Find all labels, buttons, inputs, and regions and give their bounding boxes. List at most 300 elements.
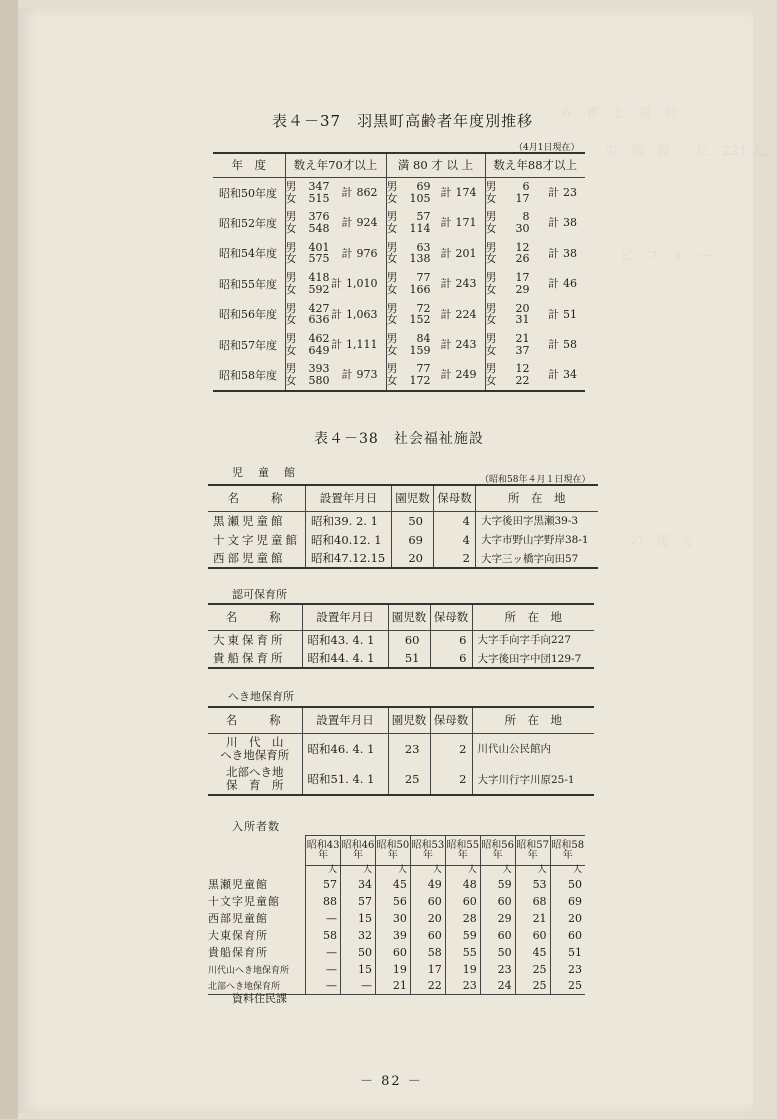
entrant-count: 56 xyxy=(375,893,410,910)
total-label: 計 xyxy=(341,246,353,260)
entrant-count: 60 xyxy=(445,893,480,910)
entrant-count: 30 xyxy=(375,910,410,927)
sex-counts xyxy=(500,181,530,204)
female-label: 女 xyxy=(485,343,497,357)
year-cell: 昭和50年度 xyxy=(219,186,277,200)
sex-labels xyxy=(486,303,500,326)
facility-name xyxy=(208,764,302,795)
sex-labels xyxy=(486,181,500,204)
entrant-count: 69 xyxy=(550,893,585,910)
female-count: 592 xyxy=(308,282,330,296)
male-label: 男 xyxy=(285,180,297,193)
male-label: 男 xyxy=(386,271,398,285)
total-label: 計 xyxy=(331,338,342,351)
col-kids: 園児数 xyxy=(392,485,434,511)
entrant-count: 60 xyxy=(410,893,445,910)
male-count: 84 xyxy=(416,332,431,346)
entrant-count: 50 xyxy=(341,944,376,961)
elderly-row xyxy=(213,177,585,208)
sex-labels xyxy=(286,211,300,234)
entrant-count: 53 xyxy=(515,876,550,893)
female-count: 138 xyxy=(409,252,431,266)
count-group xyxy=(486,363,586,386)
female-label: 女 xyxy=(485,191,497,205)
female-count: 166 xyxy=(409,282,431,296)
total-value: 862 xyxy=(356,185,378,199)
count-group xyxy=(387,181,485,204)
total-count xyxy=(431,248,485,260)
count-cell xyxy=(386,330,485,361)
total-count xyxy=(530,248,586,260)
facility-name-line1: 北部へき地 xyxy=(226,765,284,779)
entrant-row xyxy=(208,961,585,978)
facility-address: 川代山公民館内 xyxy=(472,733,594,764)
sex-labels xyxy=(486,242,500,265)
female-count: 515 xyxy=(308,191,330,205)
year-cell: 昭和56年度 xyxy=(219,308,277,322)
female-count: 37 xyxy=(515,343,530,357)
entrant-count: 20 xyxy=(410,910,445,927)
entrant-count: 88 xyxy=(306,893,341,910)
total-count xyxy=(330,187,386,199)
total-value: 34 xyxy=(563,368,577,381)
elderly-row xyxy=(213,238,585,269)
count-cell xyxy=(386,299,485,330)
facility-date: 昭和51. 4. 1 xyxy=(302,764,388,795)
total-label: 計 xyxy=(341,216,353,229)
sex-labels xyxy=(286,242,300,265)
total-value: 1,063 xyxy=(346,307,378,321)
entrant-facility: 貴船保育所 xyxy=(208,946,268,959)
facility-name: 貴船保育所 xyxy=(213,651,286,665)
entrant-count: 60 xyxy=(480,927,515,944)
table-38-title: 表４－38 社会福祉施設 xyxy=(314,431,484,447)
total-value: 224 xyxy=(455,307,477,321)
facility-date: 昭和46. 4. 1 xyxy=(302,733,388,764)
total-value: 1,111 xyxy=(346,338,378,351)
total-label: 計 xyxy=(341,185,353,199)
total-count xyxy=(431,369,485,381)
sex-counts xyxy=(500,211,530,234)
sex-labels xyxy=(286,303,300,326)
total-count xyxy=(530,278,586,290)
entrant-count: 49 xyxy=(410,876,445,893)
total-value: 38 xyxy=(563,246,577,260)
elderly-row xyxy=(213,208,585,239)
total-value: 1,010 xyxy=(346,277,378,290)
facility-staff: 2 xyxy=(434,549,476,568)
unit-label: 人 xyxy=(341,866,376,876)
entrant-count: — xyxy=(306,978,341,995)
col-staff: 保母数 xyxy=(430,707,472,733)
col-address: 所 在 地 xyxy=(472,604,594,630)
total-count xyxy=(330,369,386,381)
col-address: 所 在 地 xyxy=(476,485,598,511)
elderly-row xyxy=(213,299,585,330)
facility-kids: 20 xyxy=(392,549,434,568)
entrant-count: 60 xyxy=(550,927,585,944)
entrant-count: 34 xyxy=(341,876,376,893)
facility-name: 大東保育所 xyxy=(213,632,286,647)
total-value: 174 xyxy=(455,185,477,199)
total-value: 51 xyxy=(563,307,577,321)
entrant-count: 32 xyxy=(341,927,376,944)
unit-spacer xyxy=(208,866,306,876)
female-count: 152 xyxy=(409,313,431,327)
sex-counts xyxy=(300,272,330,295)
header-age70: 数え年70才以上 xyxy=(285,153,386,177)
facility-date: 昭和44. 4. 1 xyxy=(302,649,388,668)
male-label: 男 xyxy=(285,210,297,224)
facility-date: 昭和39. 2. 1 xyxy=(306,511,392,530)
facility-date: 昭和47.12.15 xyxy=(306,549,392,568)
female-label: 女 xyxy=(386,343,398,357)
entrant-facility: 西部児童館 xyxy=(208,912,268,925)
sex-counts xyxy=(500,242,530,265)
entrant-count: 45 xyxy=(375,876,410,893)
total-count xyxy=(330,278,386,290)
count-group xyxy=(486,333,586,356)
sex-counts xyxy=(401,242,431,265)
entrant-count: — xyxy=(306,944,341,961)
count-group xyxy=(286,363,386,386)
facility-name-line2: へき地保育所 xyxy=(220,747,290,762)
facility-name: 西部児童館 xyxy=(213,551,286,565)
elderly-population-table xyxy=(213,152,585,392)
total-label: 計 xyxy=(440,307,452,321)
male-label: 男 xyxy=(285,240,297,254)
facility-address: 大字三ッ橋字向田57 xyxy=(476,549,598,568)
count-cell xyxy=(285,299,386,330)
female-count: 31 xyxy=(515,313,530,327)
total-label: 計 xyxy=(341,368,353,381)
entrant-count: 60 xyxy=(480,893,515,910)
facility-date: 昭和43. 4. 1 xyxy=(302,630,388,649)
count-group xyxy=(486,303,586,326)
facility-kids: 23 xyxy=(388,733,430,764)
sex-labels xyxy=(486,363,500,386)
total-label: 計 xyxy=(548,216,559,229)
sex-counts xyxy=(300,242,330,265)
female-label: 女 xyxy=(285,343,297,357)
facility-staff: 4 xyxy=(434,511,476,530)
male-count: 462 xyxy=(308,332,330,346)
total-value: 46 xyxy=(563,277,577,290)
entrant-count: 51 xyxy=(550,944,585,961)
sex-counts xyxy=(401,363,431,386)
facility-name: 十文字児童館 xyxy=(213,532,300,547)
count-group xyxy=(286,303,386,326)
count-group xyxy=(387,211,485,234)
facility-row xyxy=(208,649,594,668)
sex-counts xyxy=(300,363,330,386)
male-label: 男 xyxy=(386,210,398,224)
sex-labels xyxy=(387,242,401,265)
male-label: 男 xyxy=(485,362,497,376)
female-count: 17 xyxy=(515,191,530,205)
sex-counts xyxy=(500,272,530,295)
entrant-count: 23 xyxy=(445,978,480,995)
entrants-label: 入所者数 xyxy=(232,820,280,833)
male-label: 男 xyxy=(485,301,497,315)
entrant-facility: 十文字児童館 xyxy=(208,895,280,908)
female-count: 575 xyxy=(308,252,330,266)
count-group xyxy=(286,181,386,204)
entrant-row xyxy=(208,944,585,961)
count-cell xyxy=(285,360,386,391)
header-age88: 数え年88才以上 xyxy=(485,153,585,177)
entrant-count: 24 xyxy=(480,978,515,995)
male-label: 男 xyxy=(386,240,398,254)
unit-label: 人 xyxy=(410,866,445,876)
count-cell xyxy=(485,360,585,391)
total-label: 計 xyxy=(440,216,452,229)
total-label: 計 xyxy=(548,338,559,351)
facility-staff: 6 xyxy=(430,649,472,668)
male-count: 401 xyxy=(308,240,330,254)
sex-labels xyxy=(387,363,401,386)
female-count: 636 xyxy=(308,313,330,327)
facility-staff: 2 xyxy=(430,764,472,795)
male-label: 男 xyxy=(285,301,297,315)
entrants-table xyxy=(208,835,585,995)
facility-address: 大字川行字川原25-1 xyxy=(472,764,594,795)
female-label: 女 xyxy=(485,313,497,327)
total-count xyxy=(330,309,386,321)
entrant-count: 20 xyxy=(550,910,585,927)
col-address: 所 在 地 xyxy=(472,707,594,733)
total-count xyxy=(431,278,485,290)
male-count: 12 xyxy=(515,362,530,376)
facility-row xyxy=(208,530,598,549)
total-count xyxy=(431,309,485,321)
male-label: 男 xyxy=(386,301,398,315)
sex-labels xyxy=(286,333,300,356)
male-label: 男 xyxy=(386,362,398,376)
total-label: 計 xyxy=(548,307,559,321)
year-cell: 昭和55年度 xyxy=(219,277,277,291)
entrant-row xyxy=(208,893,585,910)
total-label: 計 xyxy=(548,185,559,199)
entrant-count: 21 xyxy=(375,978,410,995)
facility-staff: 2 xyxy=(430,733,472,764)
facility-row xyxy=(208,733,594,764)
sex-labels xyxy=(286,272,300,295)
facility-address: 大字後田字中団129-7 xyxy=(472,649,594,668)
facility-address: 大字後田字黒瀬39-3 xyxy=(476,511,598,530)
entrant-facility: 黒瀬児童館 xyxy=(208,878,268,891)
entrant-count: 60 xyxy=(375,944,410,961)
entrant-count: 19 xyxy=(445,961,480,978)
col-staff: 保母数 xyxy=(430,604,472,630)
entrant-facility: 大東保育所 xyxy=(208,929,268,942)
female-count: 105 xyxy=(409,191,431,205)
female-label: 女 xyxy=(386,282,398,296)
entrant-count: 68 xyxy=(515,893,550,910)
entrant-count: 25 xyxy=(550,978,585,995)
entrant-count: 60 xyxy=(410,927,445,944)
male-label: 男 xyxy=(485,332,497,346)
count-group xyxy=(286,211,386,234)
year-header: 昭和43年 xyxy=(306,836,341,866)
sex-labels xyxy=(387,181,401,204)
children-hall-label: 児 童 館 xyxy=(232,466,297,479)
facility-kids: 51 xyxy=(388,649,430,668)
facility-row xyxy=(208,764,594,795)
header-age80: 満 80 才 以 上 xyxy=(386,153,485,177)
total-value: 249 xyxy=(455,368,477,381)
total-value: 171 xyxy=(455,216,477,229)
count-group xyxy=(286,242,386,265)
male-label: 男 xyxy=(485,210,497,224)
male-label: 男 xyxy=(386,180,398,193)
book-spine xyxy=(0,0,18,1119)
total-label: 計 xyxy=(440,185,452,199)
year-header: 昭和57年 xyxy=(515,836,550,866)
female-label: 女 xyxy=(386,221,398,235)
sex-counts xyxy=(401,181,431,204)
total-label: 計 xyxy=(440,277,452,290)
total-count xyxy=(530,217,586,229)
facility-address: 大字市野山字野岸38-1 xyxy=(476,530,598,549)
year-cell: 昭和54年度 xyxy=(219,247,277,261)
entrant-count: 25 xyxy=(515,978,550,995)
facility-staff: 6 xyxy=(430,630,472,649)
female-label: 女 xyxy=(285,191,297,205)
entrant-count: 15 xyxy=(341,910,376,927)
table-37-title: 表４－37 羽黒町高齢者年度別推移 xyxy=(272,112,534,130)
male-count: 376 xyxy=(308,210,330,224)
entrant-count: 29 xyxy=(480,910,515,927)
count-group xyxy=(387,242,485,265)
facility-name: 黒瀬児童館 xyxy=(213,513,286,528)
nursery-label: 認可保育所 xyxy=(232,588,287,601)
count-group xyxy=(387,272,485,295)
elderly-row xyxy=(213,330,585,361)
entrant-facility: 北部へき地保育所 xyxy=(208,978,306,995)
total-count xyxy=(330,339,386,351)
total-count xyxy=(431,217,485,229)
entrant-count: 23 xyxy=(550,961,585,978)
total-value: 243 xyxy=(455,338,477,351)
count-cell xyxy=(386,360,485,391)
total-value: 58 xyxy=(563,338,577,351)
count-cell xyxy=(386,238,485,269)
male-count: 8 xyxy=(522,210,530,224)
entrant-count: 17 xyxy=(410,961,445,978)
count-group xyxy=(486,272,586,295)
female-label: 女 xyxy=(386,373,398,387)
sex-counts xyxy=(401,333,431,356)
sex-labels xyxy=(286,181,300,204)
year-header: 昭和58年 xyxy=(550,836,585,866)
entrant-count: — xyxy=(306,961,341,978)
count-cell xyxy=(485,269,585,300)
entrant-count: 22 xyxy=(410,978,445,995)
table-38-date-note: （昭和58年４月１日現在） xyxy=(480,475,591,485)
male-count: 393 xyxy=(308,362,330,376)
sex-labels xyxy=(387,272,401,295)
sex-labels xyxy=(486,211,500,234)
count-group xyxy=(387,333,485,356)
female-count: 30 xyxy=(515,221,530,235)
count-cell xyxy=(285,208,386,239)
male-count: 57 xyxy=(416,210,431,224)
entrant-count: 21 xyxy=(515,910,550,927)
sex-counts xyxy=(300,333,330,356)
nursery-table xyxy=(208,603,594,669)
total-value: 976 xyxy=(356,246,378,260)
sex-counts xyxy=(300,181,330,204)
page-number: － 82 － xyxy=(360,1074,423,1089)
female-label: 女 xyxy=(285,282,297,296)
total-value: 38 xyxy=(563,216,577,229)
female-count: 580 xyxy=(308,373,330,387)
source-note: 資料住民課 xyxy=(232,992,287,1005)
male-label: 男 xyxy=(485,240,497,254)
col-name: 名 称 xyxy=(208,707,302,733)
male-count: 418 xyxy=(308,271,330,285)
total-value: 243 xyxy=(455,277,477,290)
entrant-count: 45 xyxy=(515,944,550,961)
male-count: 21 xyxy=(515,332,530,346)
male-label: 男 xyxy=(285,271,297,285)
female-label: 女 xyxy=(285,252,297,266)
year-header: 昭和50年 xyxy=(375,836,410,866)
count-group xyxy=(486,242,586,265)
total-label: 計 xyxy=(440,368,452,381)
entrant-count: 39 xyxy=(375,927,410,944)
sex-counts xyxy=(300,211,330,234)
col-name: 名 称 xyxy=(208,604,302,630)
facility-name-line2: 保 育 所 xyxy=(226,778,284,792)
facility-staff: 4 xyxy=(434,530,476,549)
total-value: 23 xyxy=(563,185,577,199)
count-cell xyxy=(386,208,485,239)
total-count xyxy=(530,339,586,351)
total-value: 973 xyxy=(356,368,378,381)
male-label: 男 xyxy=(285,332,297,346)
year-header: 昭和56年 xyxy=(480,836,515,866)
count-group xyxy=(387,303,485,326)
total-count xyxy=(330,248,386,260)
entrant-count: 55 xyxy=(445,944,480,961)
year-cell: 昭和57年度 xyxy=(219,338,277,352)
count-cell xyxy=(285,177,386,208)
count-cell xyxy=(485,177,585,208)
female-label: 女 xyxy=(285,221,297,235)
count-cell xyxy=(285,269,386,300)
col-date: 設置年月日 xyxy=(302,707,388,733)
facility-kids: 25 xyxy=(388,764,430,795)
total-label: 計 xyxy=(440,338,452,351)
sex-labels xyxy=(486,272,500,295)
count-cell xyxy=(285,330,386,361)
sex-counts xyxy=(401,272,431,295)
col-staff: 保母数 xyxy=(434,485,476,511)
total-value: 924 xyxy=(356,216,378,229)
sex-labels xyxy=(387,303,401,326)
male-count: 77 xyxy=(416,271,431,285)
entrant-count: 58 xyxy=(306,927,341,944)
entrant-count: 48 xyxy=(445,876,480,893)
female-label: 女 xyxy=(386,313,398,327)
count-cell xyxy=(285,238,386,269)
male-count: 6 xyxy=(522,180,530,193)
count-cell xyxy=(485,238,585,269)
female-count: 114 xyxy=(409,221,431,235)
sex-labels xyxy=(387,333,401,356)
